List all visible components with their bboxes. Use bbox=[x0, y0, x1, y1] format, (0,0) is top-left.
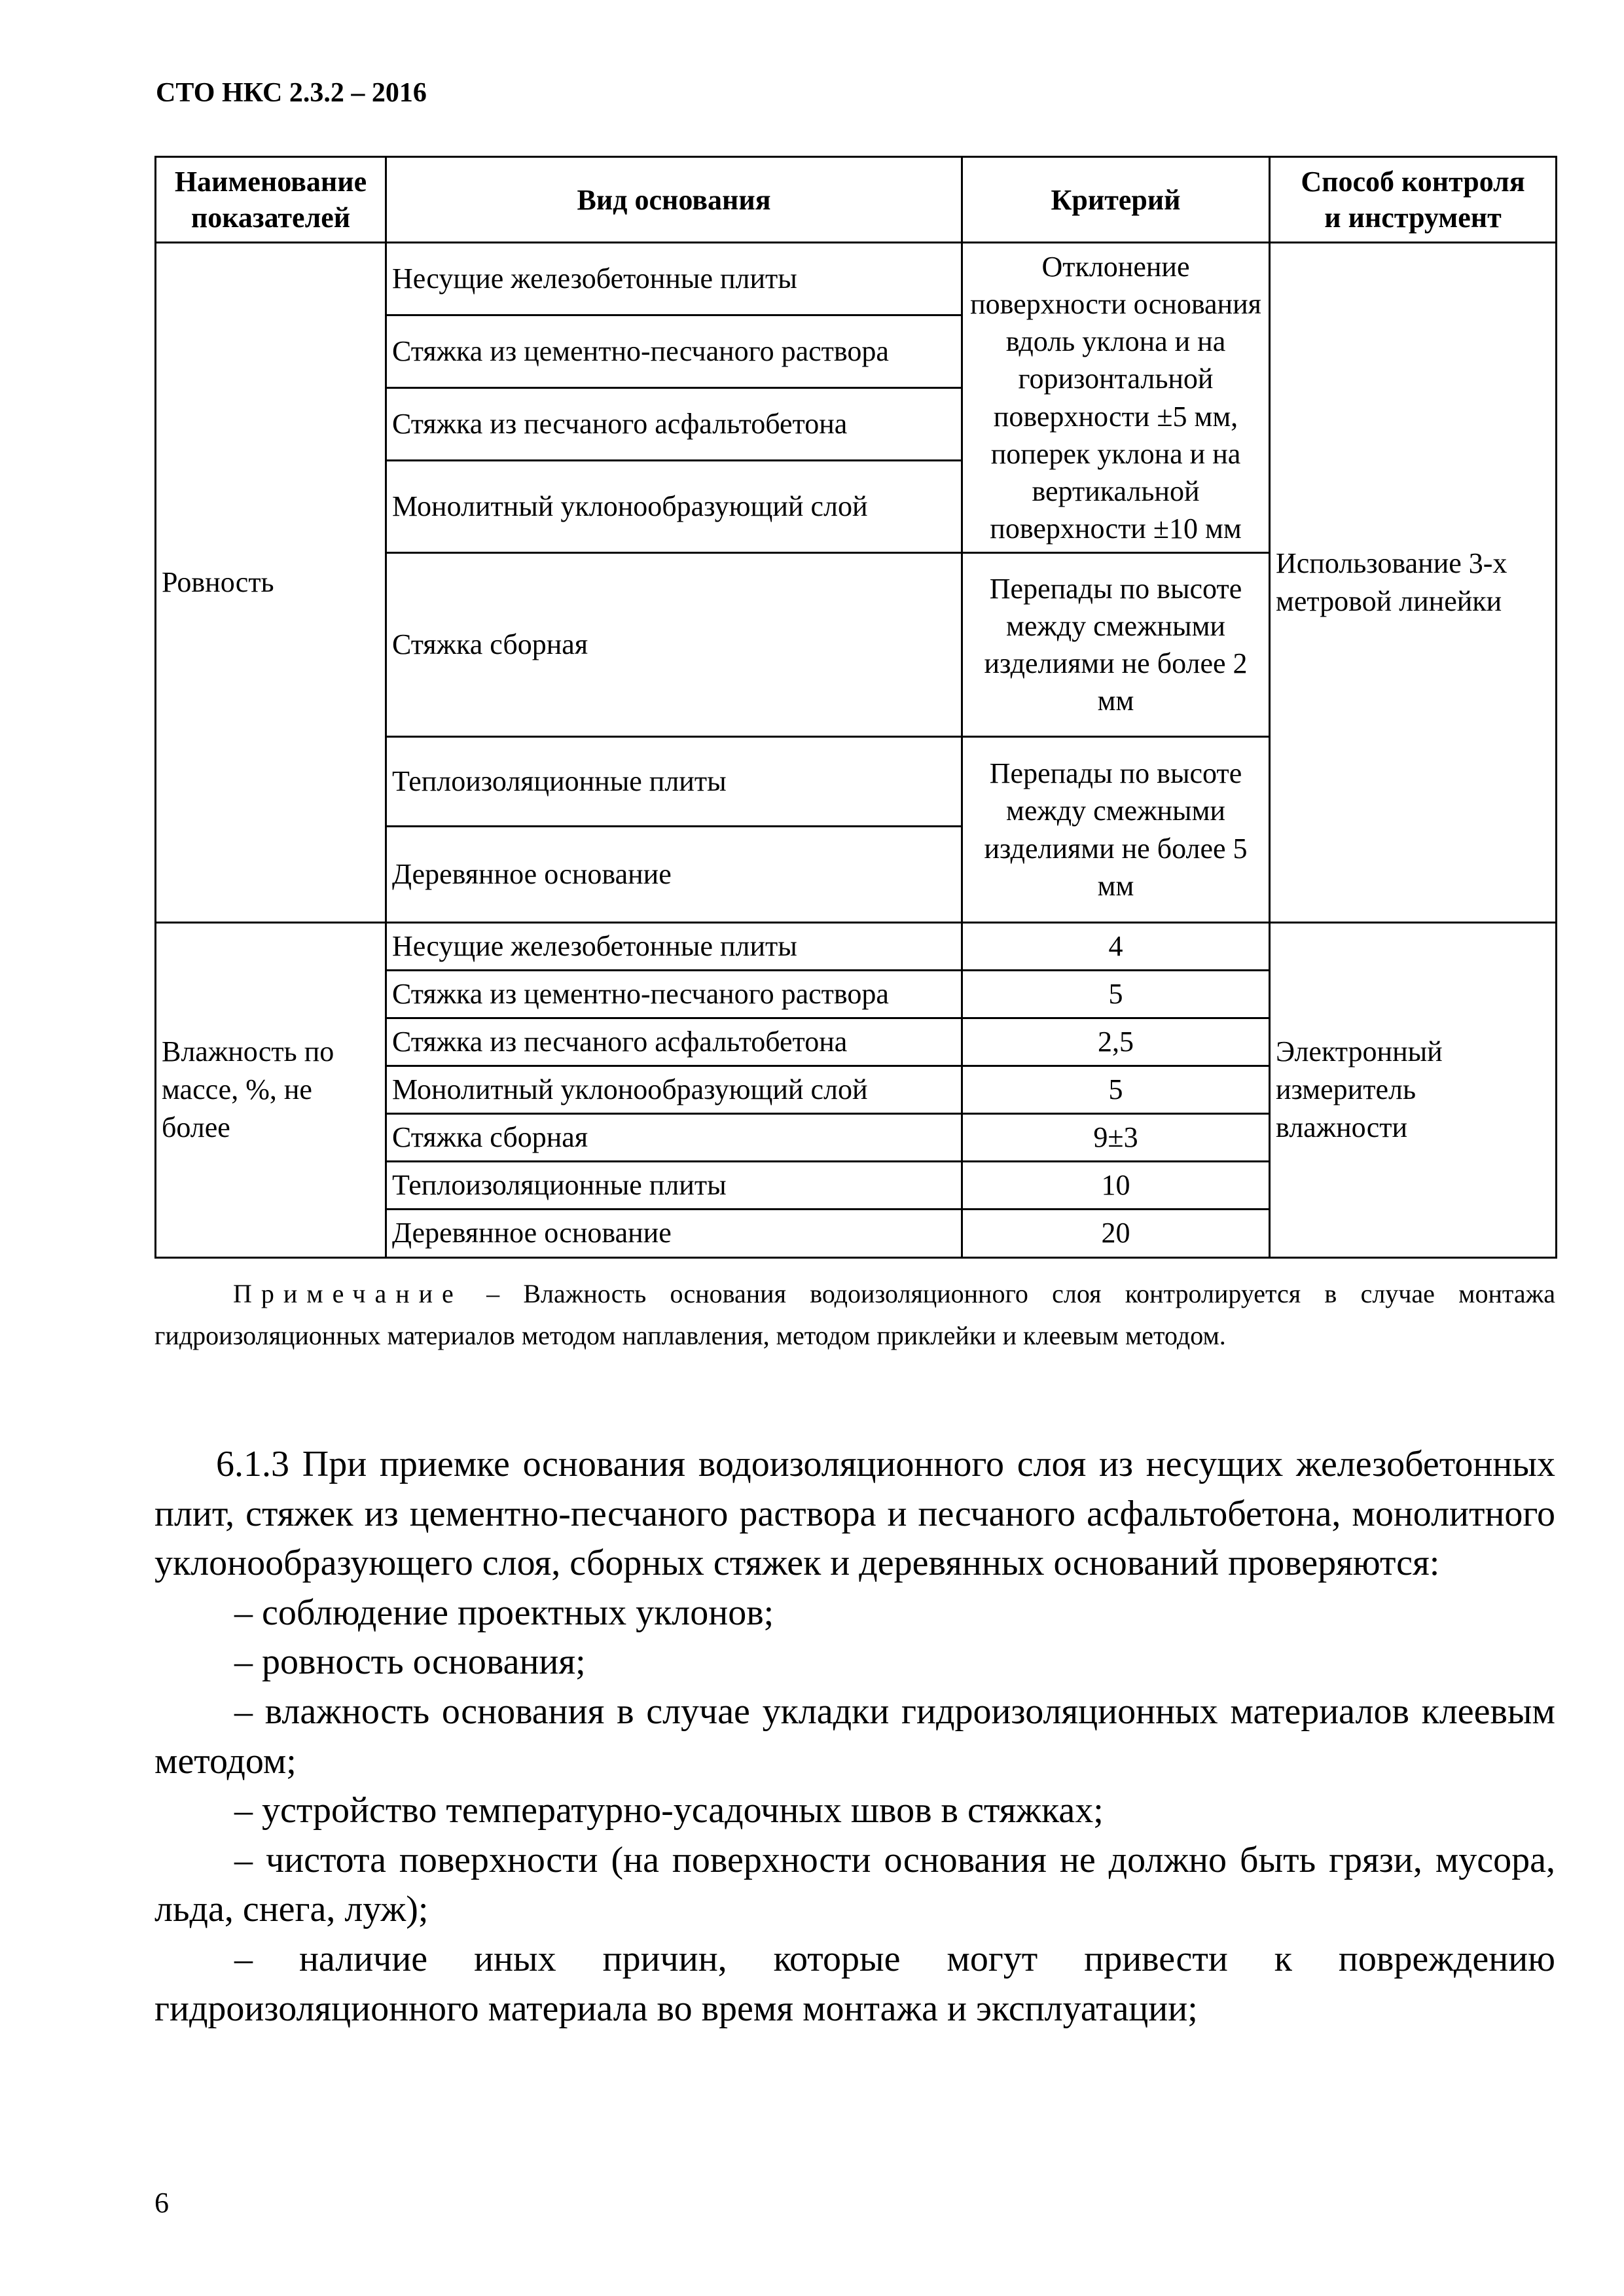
header-base-type: Вид основания bbox=[386, 157, 962, 243]
base-cell: Деревянное основание bbox=[386, 1210, 962, 1257]
value-cell: 4 bbox=[962, 923, 1270, 971]
base-cell: Несущие железобетонные плиты bbox=[386, 243, 962, 315]
list-item: – влажность основания в случае укладки гидроизоляционных материалов клеевым методом; bbox=[154, 1691, 1555, 1782]
value-cell: 10 bbox=[962, 1162, 1270, 1210]
section-6-1-3 bbox=[154, 1440, 1555, 2034]
table-row bbox=[156, 923, 1557, 971]
header-indicator-line2: показателей bbox=[190, 202, 351, 234]
base-cell: Стяжка сборная bbox=[386, 553, 962, 737]
criterion-flatness-3: Перепады по высоте между смежными изделиями не более 5 мм bbox=[962, 737, 1270, 923]
header-indicator-line1: Наименование bbox=[174, 166, 367, 198]
list-item: – устройство температурно-усадочных швов в стяжках; bbox=[234, 1790, 1104, 1831]
requirements-table bbox=[154, 156, 1557, 1259]
base-cell: Монолитный уклонообразующий слой bbox=[386, 461, 962, 553]
table-row bbox=[156, 243, 1557, 315]
base-cell: Несущие железобетонные плиты bbox=[386, 923, 962, 971]
base-cell: Стяжка из цементно-песчаного раствора bbox=[386, 315, 962, 388]
section-paragraph: 6.1.3 При приемке основания водоизоляционного слоя из несущих железобетонных плит, стяжек из цементно-песчаного раствора и песчаного асфальтобетона, монолитного уклонообразующего слоя, сборных стяжек и деревянных оснований проверяются: bbox=[154, 1444, 1555, 1584]
indicator-flatness: Ровность bbox=[156, 243, 386, 923]
base-cell: Стяжка сборная bbox=[386, 1114, 962, 1162]
value-cell: 2,5 bbox=[962, 1018, 1270, 1066]
criterion-flatness-1: Отклонение поверхности основания вдоль уклона и на горизонтальной поверхности ±5 мм, поперек уклона и на вертикальной поверхности ±10 мм bbox=[962, 243, 1270, 553]
list-item: – соблюдение проектных уклонов; bbox=[234, 1592, 774, 1633]
note-text: – Влажность основания водоизоляционного слоя контролируется в случае монтажа гидроизоляционных материалов методом наплавления, методом приклейки и клеевым методом. bbox=[154, 1279, 1555, 1350]
base-cell: Стяжка из песчаного асфальтобетона bbox=[386, 1018, 962, 1066]
header-indicator bbox=[156, 157, 386, 243]
method-moisture: Электронный измеритель влажности bbox=[1270, 923, 1557, 1258]
page-number: 6 bbox=[154, 2187, 169, 2219]
base-cell: Стяжка из песчаного асфальтобетона bbox=[386, 388, 962, 461]
header-criterion: Критерий bbox=[962, 157, 1270, 243]
table-header-row bbox=[156, 157, 1557, 243]
base-cell: Стяжка из цементно-песчаного раствора bbox=[386, 971, 962, 1018]
table-note bbox=[154, 1273, 1555, 1357]
base-cell: Деревянное основание bbox=[386, 827, 962, 923]
list-item: – чистота поверхности (на поверхности основания не должно быть грязи, мусора, льда, снега, луж); bbox=[154, 1839, 1555, 1930]
method-flatness: Использование 3-х метровой линейки bbox=[1270, 243, 1557, 923]
indicator-moisture: Влажность по массе, %, не более bbox=[156, 923, 386, 1258]
document-header: СТО НКС 2.3.2 – 2016 bbox=[156, 78, 427, 108]
header-control-line1: Способ контроля bbox=[1301, 166, 1525, 198]
value-cell: 20 bbox=[962, 1210, 1270, 1257]
header-control-line2: и инструмент bbox=[1324, 202, 1502, 234]
value-cell: 9±3 bbox=[962, 1114, 1270, 1162]
value-cell: 5 bbox=[962, 971, 1270, 1018]
criterion-flatness-2: Перепады по высоте между смежными изделиями не более 2 мм bbox=[962, 553, 1270, 737]
base-cell: Теплоизоляционные плиты bbox=[386, 737, 962, 827]
header-control-method bbox=[1270, 157, 1557, 243]
list-item: – ровность основания; bbox=[234, 1641, 586, 1683]
note-label: Примечание bbox=[233, 1279, 463, 1308]
value-cell: 5 bbox=[962, 1066, 1270, 1114]
base-cell: Монолитный уклонообразующий слой bbox=[386, 1066, 962, 1114]
base-cell: Теплоизоляционные плиты bbox=[386, 1162, 962, 1210]
list-item: – наличие иных причин, которые могут привести к повреждению гидроизоляционного материала во время монтажа и эксплуатации; bbox=[154, 1938, 1555, 2029]
